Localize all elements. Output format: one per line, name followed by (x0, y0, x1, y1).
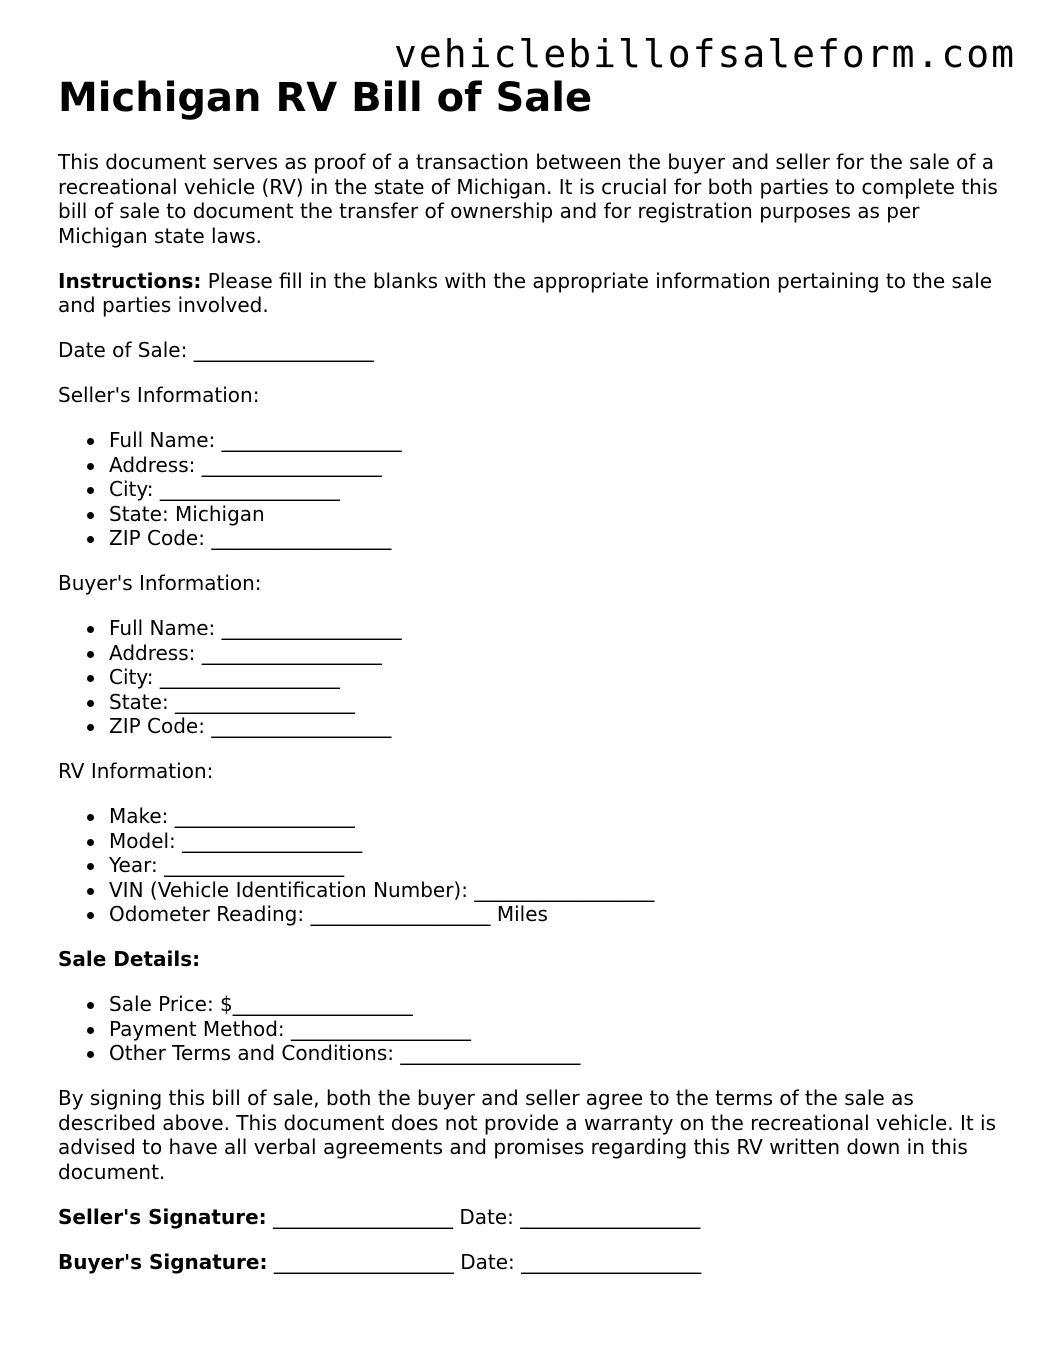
rv-heading: RV Information: (58, 759, 214, 783)
instructions-label: Instructions: (58, 268, 202, 293)
buyer-address-field[interactable]: Address: __________________ (109, 641, 998, 666)
rv-make-field[interactable]: Make: __________________ (109, 804, 998, 829)
buyer-list (58, 616, 998, 739)
buyer-heading: Buyer's Information: (58, 571, 262, 595)
buyer-zip-field[interactable]: ZIP Code: __________________ (109, 714, 998, 739)
buyer-signature-label: Buyer's Signature: (58, 1249, 268, 1274)
document-body (58, 150, 998, 1295)
sale-price-field[interactable]: Sale Price: $__________________ (109, 992, 998, 1017)
instructions-paragraph (58, 269, 998, 318)
rv-odometer-field[interactable]: Odometer Reading: __________________ Miles (109, 902, 998, 927)
buyer-state-field[interactable]: State: __________________ (109, 690, 998, 715)
seller-list (58, 428, 998, 551)
page-title: Michigan RV Bill of Sale (58, 75, 593, 121)
seller-city-field[interactable]: City: __________________ (109, 477, 998, 502)
rv-year-field[interactable]: Year: __________________ (109, 853, 998, 878)
watermark: vehiclebillofsaleform.com (394, 32, 1016, 76)
agreement-paragraph: By signing this bill of sale, both the buyer and seller agree to the terms of the sale as described above. This document does not provide a warranty on the recreational vehicle. It is advised to have all verbal agreements and promises regarding this RV written down in this document. (58, 1086, 997, 1184)
sale-list (58, 992, 998, 1066)
rv-list (58, 804, 998, 927)
seller-zip-field[interactable]: ZIP Code: __________________ (109, 526, 998, 551)
seller-full-name-field[interactable]: Full Name: __________________ (109, 428, 998, 453)
payment-method-field[interactable]: Payment Method: __________________ (109, 1017, 998, 1042)
buyer-full-name-field[interactable]: Full Name: __________________ (109, 616, 998, 641)
sale-heading: Sale Details: (58, 947, 201, 971)
seller-signature-label: Seller's Signature: (58, 1204, 267, 1229)
other-terms-field[interactable]: Other Terms and Conditions: __________________ (109, 1041, 998, 1066)
seller-signature-blanks[interactable]: __________________ Date: __________________ (266, 1204, 701, 1229)
instructions-text: Please fill in the blanks with the appropriate information pertaining to the sale and parties involved. (58, 268, 993, 317)
date-of-sale-field[interactable]: Date of Sale: __________________ (58, 338, 374, 362)
buyer-signature-blanks[interactable]: __________________ Date: __________________ (267, 1249, 702, 1274)
buyer-city-field[interactable]: City: __________________ (109, 665, 998, 690)
rv-vin-field[interactable]: VIN (Vehicle Identification Number): __________________ (109, 878, 998, 903)
seller-state-field: State: Michigan (109, 502, 998, 527)
rv-model-field[interactable]: Model: __________________ (109, 829, 998, 854)
seller-heading: Seller's Information: (58, 383, 260, 407)
intro-paragraph: This document serves as proof of a transaction between the buyer and seller for the sale of a recreational vehicle (RV) in the state of Michigan. It is crucial for both parties to complete this bill of sale to document the transfer of ownership and for registration purposes as per Michigan state laws. (58, 150, 998, 248)
buyer-signature-line[interactable] (58, 1250, 998, 1275)
seller-address-field[interactable]: Address: __________________ (109, 453, 998, 478)
seller-signature-line[interactable] (58, 1205, 998, 1230)
